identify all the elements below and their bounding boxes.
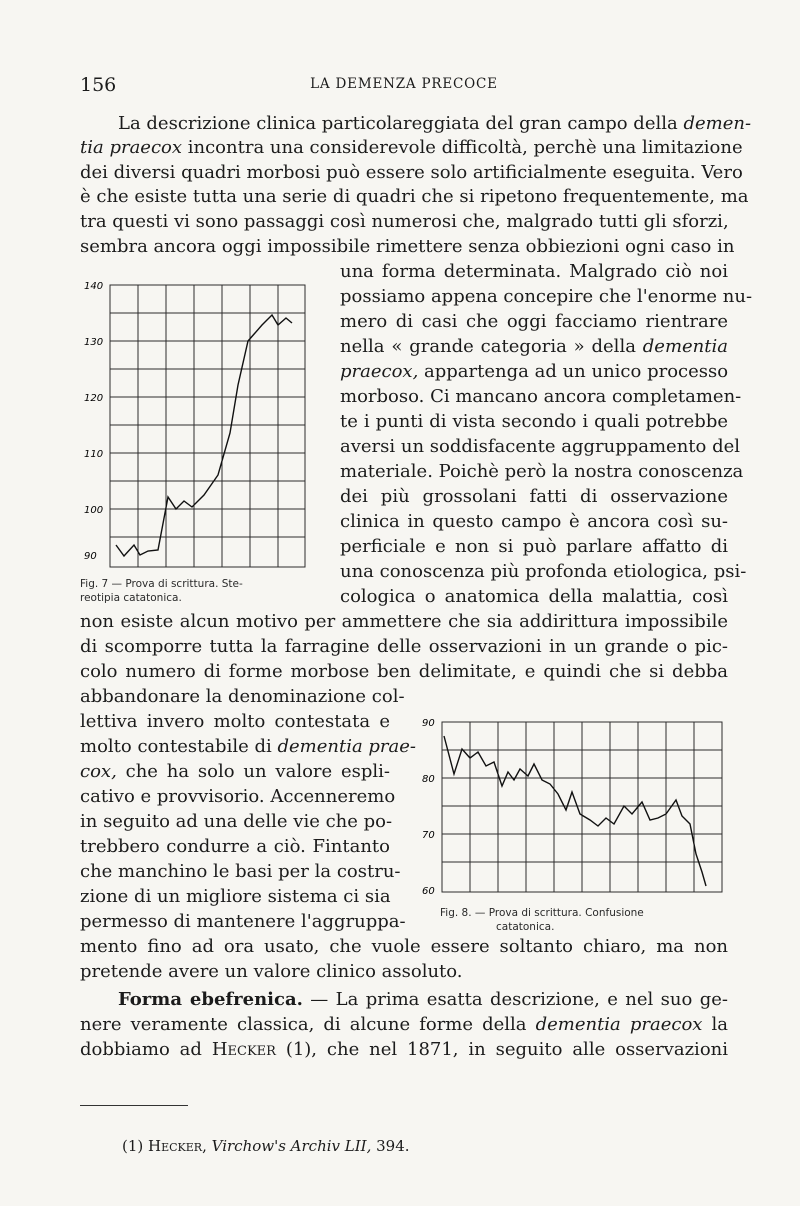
text-line: mero di casi che oggi facciamo rientrare: [340, 311, 728, 332]
y-label: 80: [422, 774, 435, 785]
text-line: dei più grossolani fatti di osservazione: [340, 486, 728, 507]
text-line: clinica in questo campo è ancora così su-: [340, 511, 728, 532]
text-line: molto contestabile di dementia prae-: [80, 736, 416, 757]
text-line: dobbiamo ad Hecker (1), che nel 1871, in seguito alle osservazioni: [80, 1039, 729, 1060]
section-heading: Forma ebefrenica.: [118, 989, 303, 1010]
text-line: dei diversi quadri morbosi può essere solo artificialmente eseguita. Vero: [80, 162, 743, 183]
text-line: in seguito ad una delle vie che po-: [80, 811, 393, 832]
text-line: mento fino ad ora usato, che vuole essere soltanto chiaro, ma non: [80, 936, 728, 957]
text-line: sembra ancora oggi impossibile rimettere senza obbiezioni ogni caso in: [80, 236, 735, 257]
text-line: colo numero di forme morbose ben delimitate, e quindi che si debba: [80, 661, 728, 682]
text-line: pretende avere un valore clinico assoluto.: [80, 961, 463, 982]
text-line: non esiste alcun motivo per ammettere che sia addirittura impossibile: [80, 611, 728, 632]
text-line: tra questi vi sono passaggi così numerosi che, malgrado tutti gli sforzi,: [80, 211, 729, 232]
text-line: perficiale e non si può parlare affatto di: [340, 536, 728, 557]
text-line: morboso. Ci mancano ancora completamen-: [340, 386, 742, 407]
text-line: possiamo appena concepire che l'enorme nu-: [340, 286, 753, 307]
text-line: cologica o anatomica della malattia, così: [340, 586, 728, 607]
y-label: 130: [84, 337, 104, 348]
caption-line: reotipia catatonica.: [80, 592, 182, 604]
text-line: aversi un soddisfacente aggruppamento del: [340, 436, 741, 457]
y-label: 140: [84, 281, 104, 292]
figure-8-chart: [420, 714, 740, 904]
text-line: materiale. Poichè però la nostra conoscenza: [340, 461, 744, 482]
text-line: abbandonare la denominazione col-: [80, 686, 405, 707]
y-label: 110: [84, 449, 104, 460]
text-line: lettiva invero molto contestata e: [80, 711, 390, 732]
y-label: 70: [422, 830, 435, 841]
figure-7-chart: [80, 275, 310, 575]
page-number: 156: [80, 74, 117, 96]
text-line: una forma determinata. Malgrado ciò noi: [340, 261, 728, 282]
text-line: zione di un migliore sistema ci sia: [80, 886, 391, 907]
text-line: te i punti di vista secondo i quali potrebbe: [340, 411, 728, 432]
text-line: praecox, appartenga ad un unico processo: [340, 361, 729, 382]
text-line: cox, che ha solo un valore espli-: [80, 761, 390, 782]
text-line: permesso di mantenere l'aggruppa-: [80, 911, 406, 932]
caption-line: Fig. 8. — Prova di scrittura. Confusione: [440, 907, 644, 919]
text-line: Forma ebefrenica. — La prima esatta descrizione, e nel suo ge-: [118, 989, 728, 1010]
y-label: 90: [422, 718, 435, 729]
figure-7-caption: [80, 577, 330, 605]
figure-8-trace: [444, 736, 706, 886]
text-line: una conoscenza più profonda etiologica, psi-: [340, 561, 747, 582]
y-label: 120: [84, 393, 104, 404]
y-label: 100: [84, 505, 104, 516]
text-line: è che esiste tutta una serie di quadri che si ripetono frequentemente, ma: [80, 186, 749, 207]
figure-8-grid: [442, 722, 722, 892]
text-line: nere veramente classica, di alcune forme della dementia praecox la: [80, 1014, 728, 1035]
footnote: (1) Hecker, Virchow's Archiv LII, 394.: [122, 1137, 410, 1155]
page-header: [80, 74, 728, 96]
text-line: che manchino le basi per la costru-: [80, 861, 401, 882]
footnote-rule: [80, 1105, 188, 1106]
text-line: trebbero condurre a ciò. Fintanto: [80, 836, 390, 857]
running-title: LA DEMENZA PRECOCE: [310, 76, 498, 92]
y-label: 60: [422, 886, 435, 897]
text-line: nella « grande categoria » della dementia: [340, 336, 728, 357]
figure-7-trace: [116, 315, 292, 556]
figure-7-grid: [110, 285, 305, 567]
y-label: 90: [84, 551, 97, 562]
text-line: cativo e provvisorio. Accenneremo: [80, 786, 396, 807]
text-line: di scomporre tutta la farragine delle osservazioni in un grande o pic-: [80, 636, 728, 657]
text-line: La descrizione clinica particolareggiata del gran campo della demen-: [118, 113, 752, 134]
text-line: tia praecox incontra una considerevole difficoltà, perchè una limitazione: [80, 137, 743, 158]
caption-line: catatonica.: [496, 921, 555, 933]
figure-8-caption: [440, 906, 740, 934]
caption-line: Fig. 7 — Prova di scrittura. Ste-: [80, 578, 243, 590]
